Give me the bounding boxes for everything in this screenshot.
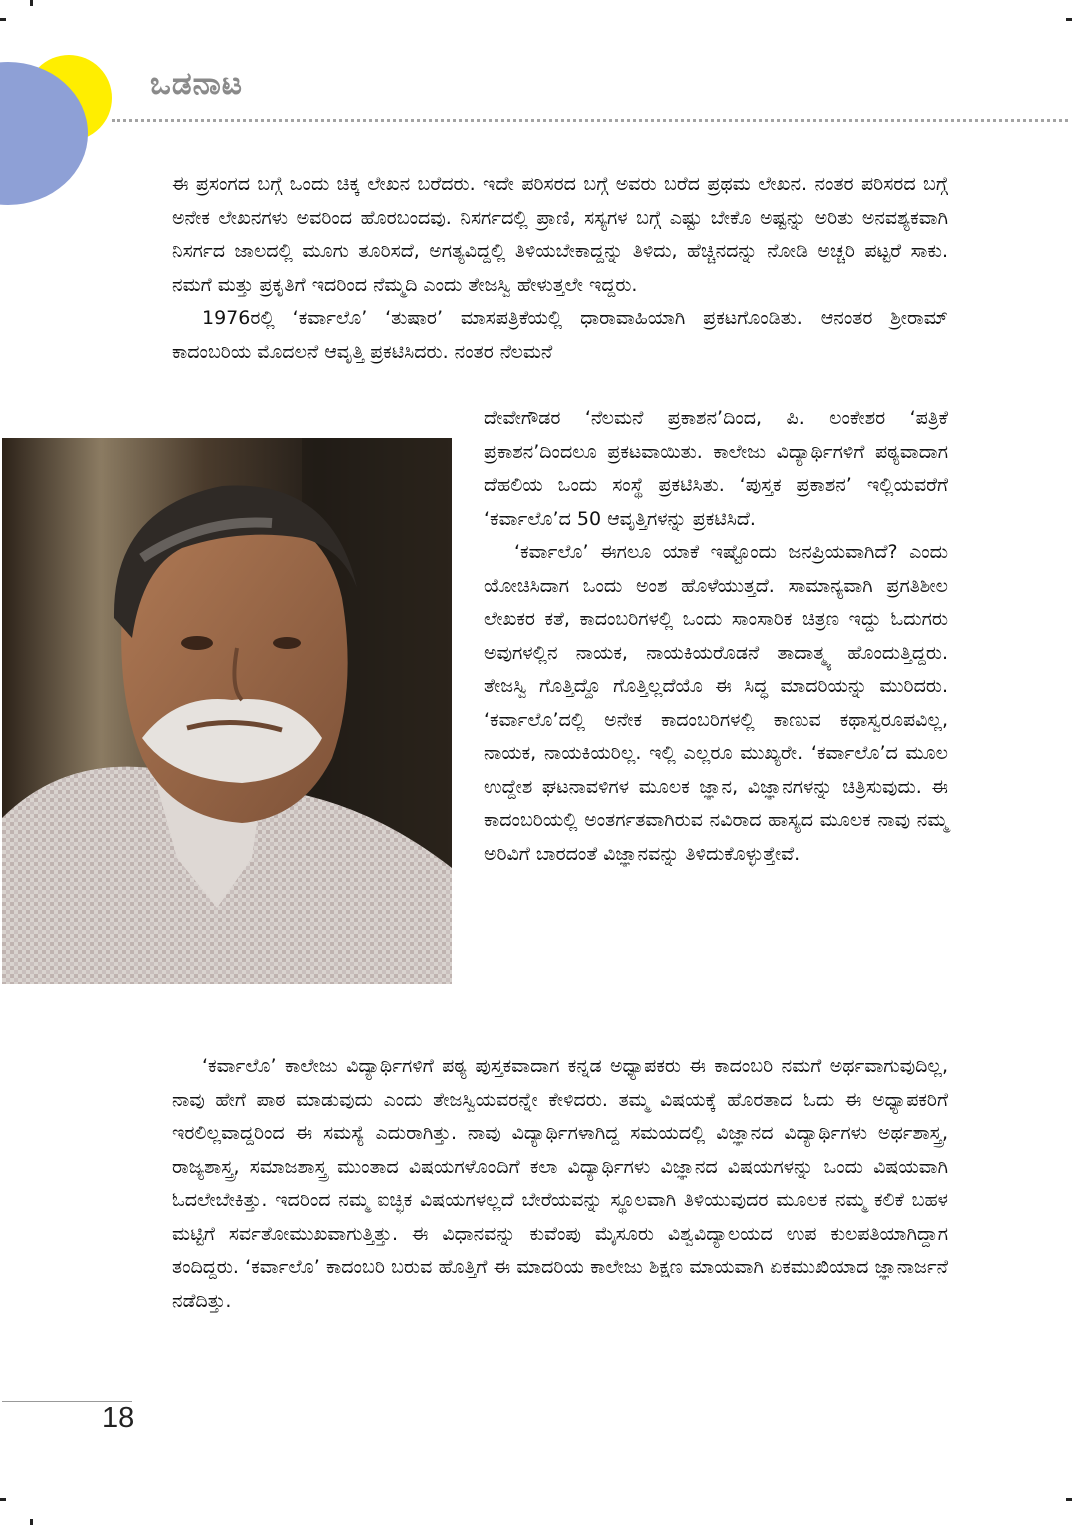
paragraph: ಈ ಪ್ರಸಂಗದ ಬಗ್ಗೆ ಒಂದು ಚಿಕ್ಕ ಲೇಖನ ಬರೆದರು. ಇದೇ ಪರಿಸರದ ಬಗ್ಗೆ ಅವರು ಬರೆದ ಪ್ರಥಮ ಲೇಖನ. ನಂತರ ಪರಿಸರದ ಬಗ್ಗೆ ಅನೇಕ ಲೇಖನಗಳು ಅವರಿಂದ ಹೊರಬಂದವು. ನಿಸರ್ಗದಲ್ಲಿ ಪ್ರಾಣಿ, ಸಸ್ಯಗಳ ಬಗ್ಗೆ ಎಷ್ಟು ಬೇಕೊ ಅಷ್ಟನ್ನು ಅರಿತು ಅನವಶ್ಯಕವಾಗಿ ನಿಸರ್ಗದ ಜಾಲದಲ್ಲಿ ಮೂಗು ತೂರಿಸದೆ, ಅಗತ್ಯವಿದ್ದಲ್ಲಿ ತಿಳಿಯಬೇಕಾದ್ದನ್ನು ತಿಳಿದು, ಹೆಚ್ಚಿನದನ್ನು ನೋಡಿ ಅಚ್ಚರಿ ಪಟ್ಟರೆ ಸಾಕು. ನಮಗೆ ಮತ್ತು ಪ್ರಕೃತಿಗೆ ಇದರಿಂದ ನೆಮ್ಮದಿ ಎಂದು ತೇಜಸ್ವಿ ಹೇಳುತ್ತಲೇ ಇದ್ದರು.: [172, 173, 948, 296]
paragraph: ‘ಕರ್ವಾಲೊ’ ಈಗಲೂ ಯಾಕೆ ಇಷ್ಟೊಂದು ಜನಪ್ರಿಯವಾಗಿದೆ? ಎಂದು ಯೋಚಿಸಿದಾಗ ಒಂದು ಅಂಶ ಹೊಳೆಯುತ್ತದೆ. ಸಾಮಾನ್ಯವಾಗಿ ಪ್ರಗತಿಶೀಲ ಲೇಖಕರ ಕತೆ, ಕಾದಂಬರಿಗಳಲ್ಲಿ ಒಂದು ಸಾಂಸಾರಿಕ ಚಿತ್ರಣ ಇದ್ದು ಓದುಗರು ಅವುಗಳಲ್ಲಿನ ನಾಯಕ, ನಾಯಕಿಯರೊಡನೆ ತಾದಾತ್ಮ್ಯ ಹೊಂದುತ್ತಿದ್ದರು. ತೇಜಸ್ವಿ ಗೊತ್ತಿದ್ದೊ ಗೊತ್ತಿಲ್ಲದೆಯೊ ಈ ಸಿದ್ಧ ಮಾದರಿಯನ್ನು ಮುರಿದರು. ‘ಕರ್ವಾಲೊ’ದಲ್ಲಿ ಅನೇಕ ಕಾದಂಬರಿಗಳಲ್ಲಿ ಕಾಣುವ ಕಥಾಸ್ವರೂಪವಿಲ್ಲ, ನಾಯಕ, ನಾಯಕಿಯರಿಲ್ಲ. ಇಲ್ಲಿ ಎಲ್ಲರೂ ಮುಖ್ಯರೇ. ‘ಕರ್ವಾಲೊ’ದ ಮೂಲ ಉದ್ದೇಶ ಘಟನಾವಳಿಗಳ ಮೂಲಕ ಜ್ಞಾನ, ವಿಜ್ಞಾನಗಳನ್ನು ಚಿತ್ರಿಸುವುದು. ಈ ಕಾದಂಬರಿಯಲ್ಲಿ ಅಂತರ್ಗತವಾಗಿರುವ ನವಿರಾದ ಹಾಸ್ಯದ ಮೂಲಕ ನಾವು ನಮ್ಮ ಅರಿವಿಗೆ ಬಾರದಂತೆ ವಿಜ್ಞಾನವನ್ನು ತಿಳಿದುಕೊಳ್ಳುತ್ತೇವೆ.: [484, 541, 948, 865]
portrait-photo: [2, 438, 452, 984]
dotted-divider: [112, 119, 1068, 122]
crop-mark: [0, 18, 6, 21]
crop-mark: [30, 0, 33, 6]
body-text-wrap: [484, 402, 948, 871]
body-text-bottom: [172, 1050, 948, 1318]
crop-mark: [1066, 1498, 1072, 1501]
paragraph: ‘ಕರ್ವಾಲೊ’ ಕಾಲೇಜು ವಿದ್ಯಾರ್ಥಿಗಳಿಗೆ ಪಠ್ಯ ಪುಸ್ತಕವಾದಾಗ ಕನ್ನಡ ಅಧ್ಯಾಪಕರು ಈ ಕಾದಂಬರಿ ನಮಗೆ ಅರ್ಥವಾಗುವುದಿಲ್ಲ, ನಾವು ಹೇಗೆ ಪಾಠ ಮಾಡುವುದು ಎಂದು ತೇಜಸ್ವಿಯವರನ್ನೇ ಕೇಳಿದರು. ತಮ್ಮ ವಿಷಯಕ್ಕೆ ಹೊರತಾದ ಓದು ಈ ಅಧ್ಯಾಪಕರಿಗೆ ಇರಲಿಲ್ಲವಾದ್ದರಿಂದ ಈ ಸಮಸ್ಯೆ ಎದುರಾಗಿತ್ತು. ನಾವು ವಿದ್ಯಾರ್ಥಿಗಳಾಗಿದ್ದ ಸಮಯದಲ್ಲಿ ವಿಜ್ಞಾನದ ವಿದ್ಯಾರ್ಥಿಗಳು ಅರ್ಥಶಾಸ್ತ್ರ, ರಾಜ್ಯಶಾಸ್ತ್ರ, ಸಮಾಜಶಾಸ್ತ್ರ ಮುಂತಾದ ವಿಷಯಗಳೊಂದಿಗೆ ಕಲಾ ವಿದ್ಯಾರ್ಥಿಗಳು ವಿಜ್ಞಾನದ ವಿಷಯಗಳನ್ನು ಒಂದು ವಿಷಯವಾಗಿ ಓದಲೇಬೇಕಿತ್ತು. ಇದರಿಂದ ನಮ್ಮ ಐಚ್ಛಿಕ ವಿಷಯಗಳಲ್ಲದೆ ಬೇರೆಯವನ್ನು ಸ್ಥೂಲವಾಗಿ ತಿಳಿಯುವುದರ ಮೂಲಕ ನಮ್ಮ ಕಲಿಕೆ ಬಹಳ ಮಟ್ಟಿಗೆ ಸರ್ವತೋಮುಖವಾಗುತ್ತಿತ್ತು. ಈ ವಿಧಾನವನ್ನು ಕುವೆಂಪು ಮೈಸೂರು ವಿಶ್ವವಿದ್ಯಾಲಯದ ಉಪ ಕುಲಪತಿಯಾಗಿದ್ದಾಗ ತಂದಿದ್ದರು. ‘ಕರ್ವಾಲೊ’ ಕಾದಂಬರಿ ಬರುವ ಹೊತ್ತಿಗೆ ಈ ಮಾದರಿಯ ಕಾಲೇಜು ಶಿಕ್ಷಣ ಮಾಯವಾಗಿ ಏಕಮುಖಿಯಾದ ಜ್ಞಾನಾರ್ಜನೆ ನಡೆದಿತ್ತು.: [172, 1055, 948, 1312]
section-title: ಒಡನಾಟ: [150, 66, 244, 102]
crop-mark: [1066, 18, 1072, 21]
paragraph: 1976ರಲ್ಲಿ ‘ಕರ್ವಾಲೊ’ ‘ತುಷಾರ’ ಮಾಸಪತ್ರಿಕೆಯಲ್ಲಿ ಧಾರಾವಾಹಿಯಾಗಿ ಪ್ರಕಟಗೊಂಡಿತು. ಆನಂತರ ಶ್ರೀರಾಮ್ ಕಾದಂಬರಿಯ ಮೊದಲನೆ ಆವೃತ್ತಿ ಪ್ರಕಟಿಸಿದರು. ನಂತರ ನೆಲಮನೆ: [172, 307, 948, 363]
body-text-top: [172, 168, 948, 369]
crop-mark: [0, 1498, 6, 1501]
crop-mark: [30, 1519, 33, 1525]
page-number: 18: [102, 1402, 135, 1434]
paragraph: ದೇವೇಗೌಡರ ‘ನೆಲಮನೆ ಪ್ರಕಾಶನ’ದಿಂದ, ಪಿ. ಲಂಕೇಶರ ‘ಪತ್ರಿಕೆ ಪ್ರಕಾಶನ’ದಿಂದಲೂ ಪ್ರಕಟವಾಯಿತು. ಕಾಲೇಜು ವಿದ್ಯಾರ್ಥಿಗಳಿಗೆ ಪಠ್ಯವಾದಾಗ ದೆಹಲಿಯ ಒಂದು ಸಂಸ್ಥೆ ಪ್ರಕಟಿಸಿತು. ‘ಪುಸ್ತಕ ಪ್ರಕಾಶನ’ ಇಲ್ಲಿಯವರೆಗೆ ‘ಕರ್ವಾಲೊ’ದ 50 ಆವೃತ್ತಿಗಳನ್ನು ಪ್ರಕಟಿಸಿದೆ.: [484, 407, 948, 530]
decorative-circles: [0, 50, 120, 210]
